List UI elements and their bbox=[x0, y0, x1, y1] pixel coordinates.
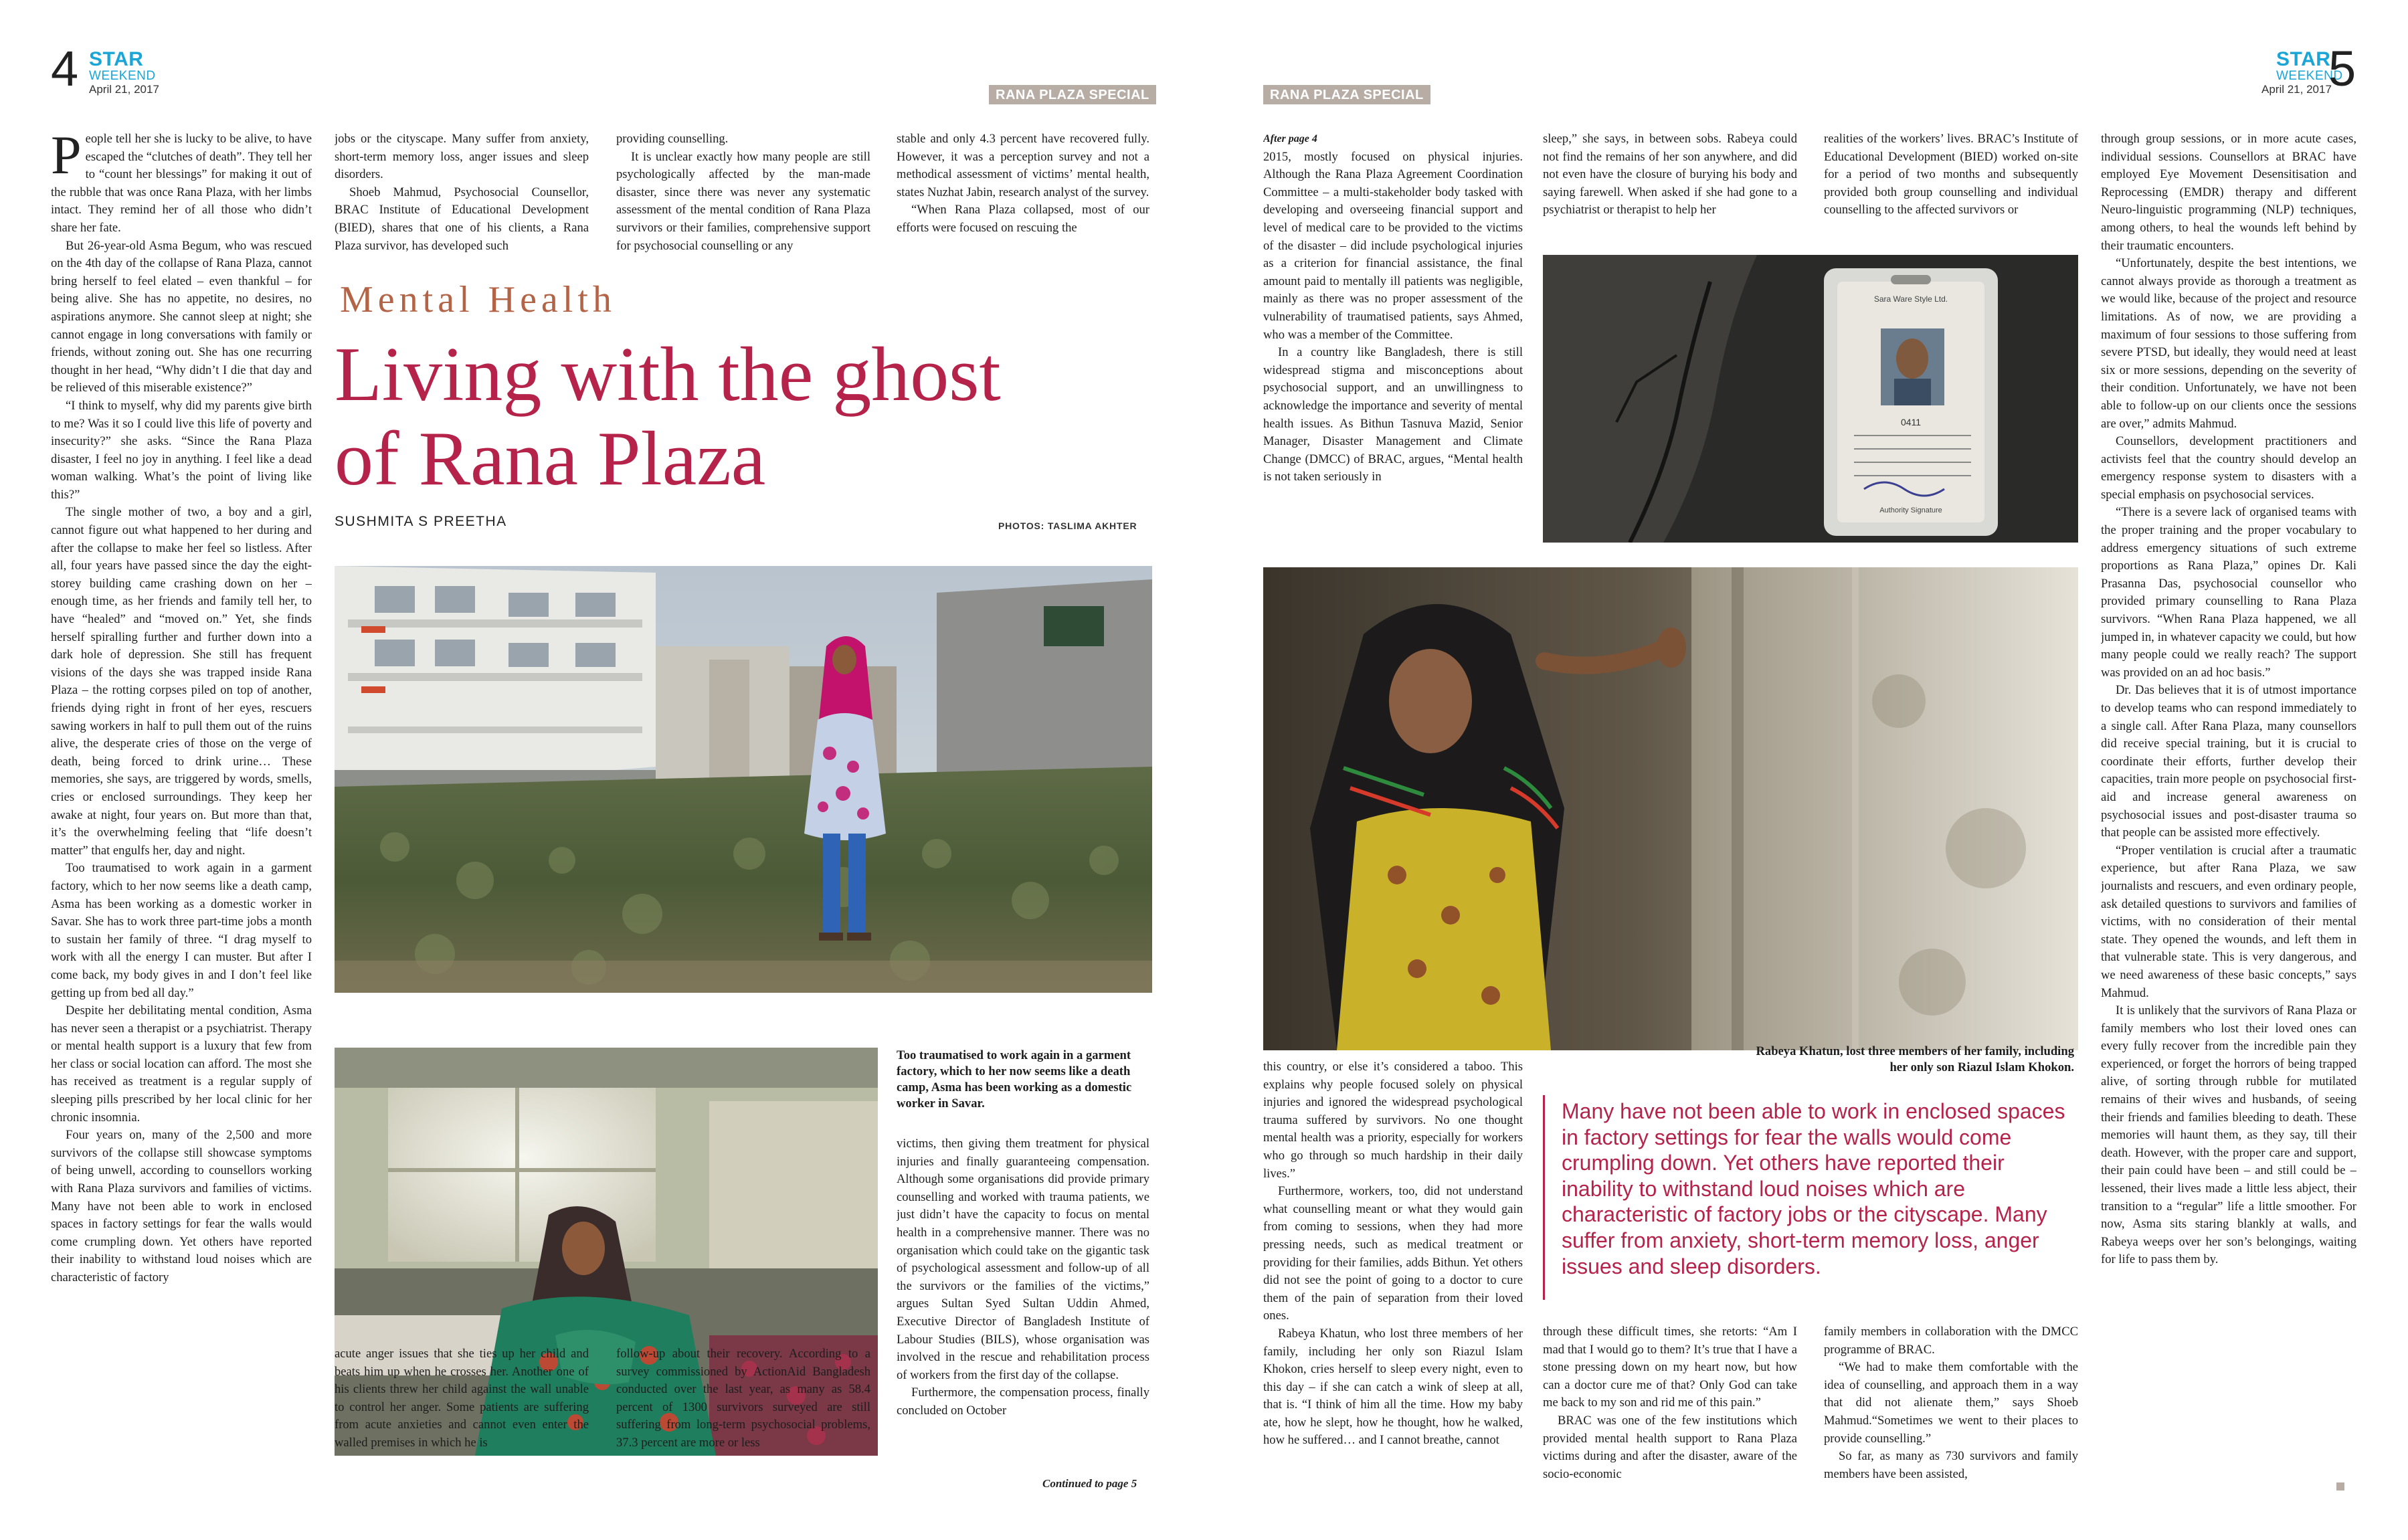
right-col-1-bottom bbox=[1263, 1058, 1523, 1493]
paragraph: Too traumatised to work again in a garment factory, which to her now seems like a death camp, Asma has been working as a domestic worker in Savar. She has to work three part-time jobs a month to sustain her family of three. “I drag myself to work with all the energy I can muster. But after I come back, my body gives in and I don’t feel like getting up from bed all day.” bbox=[51, 861, 312, 1000]
paragraph: through group sessions, or in more acute cases, individual sessions. Counsellors at BRAC have employed Eye Movement Desensitisation and Reprocessing (EMDR) therapy and different Neuro-linguistic programming (NLP) techniques, among others, to heal the wounds left behind by their traumatic encounters. bbox=[2101, 132, 2356, 253]
photo-id-card bbox=[1543, 255, 2078, 543]
pull-quote: Many have not been able to work in enclosed spaces in factory settings for fear the walls would come crumpling down. Yet others have reported their inability to withstand loud noises which are characteristic of factory jobs or the cityscape. Many suffer from anxiety, short-term memory loss, anger issues and sleep disorders. bbox=[1562, 1099, 2065, 1278]
end-mark bbox=[2336, 1482, 2344, 1490]
photo-credit: PHOTOS: TASLIMA AKHTER bbox=[998, 520, 1137, 531]
paragraph: It is unlikely that the survivors of Rana Plaza or family members who lost their loved ones can every fully recover from the incredible pain they experienced, or forget the horrors of being trapped alive, of sorting through rubble for mutilated remains of their wives and husbands, of seeing their friends and families bleeding to death. These memories will haunt them, as they say, till their death. However, with the proper care and support, their pain could have been – and still could be – lessened, their lives made a little less abject, their transition to a “regular” life a little smoother. For now, Asma sits staring blankly at walls, and Rabeya weeps over her son’s belongings, waiting for life to pass them by. bbox=[2101, 1003, 2356, 1267]
id-card-company: Sara Ware Style Ltd. bbox=[1873, 294, 1948, 304]
paragraph: “We had to make them comfortable with the idea of counselling, and approach them in a way that did not alienate them,” says Shoeb Mahmud.“Sometimes we went to their places to provide counselling.” bbox=[1824, 1360, 2078, 1446]
after-page-note: After page 4 bbox=[1263, 133, 1317, 145]
right-col-2-bottom bbox=[1543, 1323, 1797, 1496]
paragraph: So far, as many as 730 survivors and family members have been assisted, bbox=[1824, 1449, 2078, 1481]
paragraph: realities of the workers’ lives. BRAC’s Institute of Educational Development (BIED) worked on-site for a period of two months and subsequently provided both group counselling and individual counselling to the affected survivors or bbox=[1824, 132, 2078, 217]
right-col-4 bbox=[2101, 130, 2356, 1499]
photo-woman-in-field bbox=[335, 566, 1152, 993]
paragraph: But 26-year-old Asma Begum, who was rescued on the 4th day of the collapse of Rana Plaza, cannot bring herself to feel elated – even thankful – for being alive. She has no appetite, no desires, no aspirations anymore. She cannot sleep at night; she cannot engage in long conversations with family or friends, without zoning out. She has one recurring thought in her head, “Why didn’t I die that day and be relieved of this miserable existence?” bbox=[51, 238, 312, 395]
left-col-4-top bbox=[897, 130, 1149, 271]
right-brand-sub: WEEKEND bbox=[2276, 69, 2343, 83]
paragraph: follow-up about their recovery. According to a survey commissioned by ActionAid Bangladesh conducted over the last year, as many as 58.4 percent of 1300 survivors surveyed are still suffering from long-term psychosocial problems, 37.3 percent are more or less bbox=[616, 1347, 870, 1450]
paragraph: Dr. Das believes that it is of utmost importance to develop teams who can respond immediately to a single call. After Rana Plaza, many counsellors did receive special training, but it is crucial to coordinate their efforts, further develop their capacities, train more people on psychosocial first-aid and increase general awareness on psychosocial issues and post-disaster trauma so that people can be assisted more effectively. bbox=[2101, 683, 2356, 840]
photo-caption: Rabeya Khatun, lost three members of her family, including her only son Riazul Islam Khokon. bbox=[1756, 1044, 2074, 1074]
byline: SUSHMITA S PREETHA bbox=[335, 514, 507, 529]
paragraph: victims, then giving them treatment for physical injuries and finally guaranteeing compensation. Although some organisations did provide primary counselling and worked with trauma patients, we just didn’t have the capacity to focus on mental health in a comprehensive manner. There was no organisation which could take on the gigantic task of psychological assessment and follow-up of all the survivors or the families of the victims,” argues Sultan Syed Sultan Uddin Ahmed, Executive Director of Bangladesh Institute of Labour Studies (BILS), whose organisation was involved in the rescue and rehabilitation process of workers from the first day of the collapse. bbox=[897, 1137, 1149, 1382]
id-card-authority: Authority Signature bbox=[1879, 506, 1942, 514]
left-brand-sub: WEEKEND bbox=[89, 69, 156, 83]
right-date: April 21, 2017 bbox=[2261, 83, 2332, 96]
left-col-3-top bbox=[616, 130, 870, 271]
left-date: April 21, 2017 bbox=[89, 83, 159, 96]
paragraph: BRAC was one of the few institutions which provided mental health support to Rana Plaza victims during and after the disaster, aware of the socio-economic bbox=[1543, 1413, 1797, 1481]
pull-quote-rule bbox=[1543, 1095, 1545, 1300]
right-col-3-top bbox=[1824, 130, 2078, 237]
paragraph: “When Rana Plaza collapsed, most of our efforts were focused on rescuing the bbox=[897, 203, 1149, 235]
paragraph: through these difficult times, she retorts: “Am I mad that I would go to them? It’s true that I have a stone pressing down on my heart now, but how can a doctor cure me of that? Only God can take me back to my son and rid me of this pain.” bbox=[1543, 1325, 1797, 1410]
paragraph: “Proper ventilation is crucial after a traumatic experience, but after Rana Plaza, we saw journalists and rescuers, and even ordinary people, ask detailed questions to survivors and families of victims, with no consideration of their mental state. They opened the wounds, and left them in that vulnerable state. This is very dangerous, and we need awareness of these basic concepts,” says Mahmud. bbox=[2101, 843, 2356, 1000]
paragraph: Shoeb Mahmud, Psychosocial Counsellor, BRAC Institute of Educational Development (BIED), shares that one of his clients, a Rana Plaza survivor, has developed such bbox=[335, 185, 589, 253]
paragraph: Counsellors, development practitioners and activists feel that the country should develop an emergency response system to disasters with a special emphasis on psychosocial services. bbox=[2101, 434, 2356, 502]
paragraph: jobs or the cityscape. Many suffer from anxiety, short-term memory loss, anger issues and sleep disorders. bbox=[335, 132, 589, 182]
paragraph: “I think to myself, why did my parents give birth to me? Was it so I could live this life of poverty and insecurity?” she asks. “Since the Rana Plaza disaster, I feel no joy in anything. I feel like a dead woman walking. What’s the point of living like this?” bbox=[51, 398, 312, 502]
headline-line-2: of Rana Plaza bbox=[335, 416, 766, 502]
right-col-2-top bbox=[1543, 130, 1797, 237]
paragraph: eople tell her she is lucky to be alive, to have escaped the “clutches of death”. They tell her to “count her blessings” for making it out of the rubble that was once Rana Plaza, with her limbs intact. They remind her of all those who didn’t share her fate. bbox=[51, 132, 312, 235]
paragraph: Four years on, many of the 2,500 and more survivors of the collapse still showcase symptoms of being unwell, according to counsellors working with Rana Plaza survivors and families of victims. Many have not been able to work in enclosed spaces in factory settings for fear the walls would come crumpling down. Yet others have reported their inability to withstand loud noises which are characteristic of factory bbox=[51, 1128, 312, 1284]
paragraph: Furthermore, the compensation process, finally concluded on October bbox=[897, 1385, 1149, 1418]
right-col-3-bottom bbox=[1824, 1323, 2078, 1496]
paragraph: In a country like Bangladesh, there is still widespread stigma and misconceptions about psychosocial support, and an unwillingness to acknowledge the importance and severity of mental health issues. As Bithun Tasnuva Mazid, Senior Manager, Disaster Management and Climate Change (DMCC) of BRAC, argues, “Mental health is not taken seriously in bbox=[1263, 345, 1523, 484]
photo-rabeya-khatun bbox=[1263, 567, 2078, 1050]
paragraph: “Unfortunately, despite the best intentions, we cannot always provide as thorough a treatment as we would like, because of the project and resource limitations. As of now, we are providing a maximum of four sessions to those suffering from severe PTSD, but ideally, they would need at least six or more sessions, depending on the severity of their condition. Unfortunately, we have not been able to follow-up on our clients once the sessions are over,” admits Mahmud. bbox=[2101, 256, 2356, 431]
paragraph: The single mother of two, a boy and a girl, cannot figure out what happened to her during and after the collapse to make her feel so listless. After all, four years have passed since the day the eight-storey building came crashing down on her – enough time, as her friends and family tell her, to have “healed” and “moved on.” Yet, she finds herself spiralling further and further down into a dark hole of depression. She still has frequent visions of the days she was trapped inside Rana Plaza – the rotting corpses piled on top of another, friends dying right in front of her eyes, rescuers sawing workers in half to pull them out of the ruins alive, the desperate cries of those on the verge of death, being forced to drink urine… These memories, she says, are triggered by words, smells, cries or enclosed surroundings. They keep her awake at night, four years on. But more than that, it’s the overwhelming feeling that “life doesn’t matter” that engulfs her, day and night. bbox=[51, 505, 312, 858]
paragraph: this country, or else it’s considered a taboo. This explains why people focused solely on physical injuries and ignored the widespread psychological trauma suffered by survivors. No one thought mental health was a priority, especially for workers who go through so much hardship in their daily lives.” bbox=[1263, 1060, 1523, 1181]
kicker: Mental Health bbox=[340, 279, 616, 320]
paragraph: “There is a severe lack of organised teams with the proper training and the proper vocabulary to address emergency situations of such extreme proportions as Rana Plaza,” opines Dr. Kali Prasanna Das, psychosocial counsellor who provided primary counselling to Rana Plaza survivors. “When Rana Plaza happened, we all jumped in, in whatever capacity we could, but how many people could we really reach? The support was provided on an ad hoc basis.” bbox=[2101, 505, 2356, 680]
left-col-4-bottom bbox=[897, 1135, 1149, 1476]
left-col-2-bottom bbox=[335, 1345, 589, 1503]
photo-caption: Too traumatised to work again in a garment factory, which to her now seems like a death camp, Asma has been working as a domestic worker in Savar. bbox=[897, 1048, 1132, 1111]
paragraph: Despite her debilitating mental condition, Asma has never seen a therapist or a psychiatrist. Therapy or mental health support is a luxury that few from her class or social location can afford. The most she has received as treatment is a regular supply of sleeping pills prescribed by her local clinic for her chronic insomnia. bbox=[51, 1003, 312, 1125]
left-brand: STAR bbox=[89, 48, 144, 70]
paragraph: Furthermore, workers, too, did not understand what counselling meant or what they would gain from coming to sessions, when they had more pressing needs, such as medical treatment or providing for their families, adds Bithun. Yet others did not see the point of going to a doctor to cure them of the pain of separation from their loved ones. bbox=[1263, 1184, 1523, 1323]
right-section-tag: RANA PLAZA SPECIAL bbox=[1263, 85, 1430, 104]
paragraph: It is unclear exactly how many people are still psychologically affected by the man-made disaster, since there was never any systematic assessment of the mental condition of Rana Plaza survivors or their families, comprehensive support for psychosocial counselling or any bbox=[616, 149, 870, 253]
id-card-number: 0411 bbox=[1900, 417, 1922, 427]
right-brand: STAR bbox=[2276, 48, 2331, 70]
paragraph: providing counselling. bbox=[616, 132, 729, 146]
continued-note: Continued to page 5 bbox=[1042, 1477, 1137, 1490]
headline-line-1: Living with the ghost bbox=[335, 332, 1001, 417]
left-section-tag: RANA PLAZA SPECIAL bbox=[989, 85, 1156, 104]
right-page-number: 5 bbox=[2328, 41, 2356, 96]
left-page-number: 4 bbox=[51, 41, 79, 96]
paragraph: Rabeya Khatun, who lost three members of her family, including her only son Riazul Islam Khokon, cries herself to sleep every night, even to this day – if she can catch a wink of sleep at all, that is. “I think of him all the time. How my baby ate, how he slept, how he thought, how he walked, how he suffered… and I cannot breathe, cannot bbox=[1263, 1326, 1523, 1448]
left-col-3-bottom bbox=[616, 1345, 870, 1503]
paragraph: sleep,” she says, in between sobs. Rabeya could not find the remains of her son anywhere, and did not even have the closure of burying his body and saying farewell. When asked if she had gone to a psychiatrist or therapist to help her bbox=[1543, 132, 1797, 217]
left-col-1 bbox=[51, 130, 312, 1499]
paragraph: stable and only 4.3 percent have recovered fully. However, it was a perception survey and not a methodical assessment of victims’ mental health, states Nuzhat Jabin, research analyst of the survey. bbox=[897, 132, 1149, 199]
paragraph: family members in collaboration with the DMCC programme of BRAC. bbox=[1824, 1325, 2078, 1357]
dropcap: P bbox=[51, 130, 82, 185]
left-col-2-top bbox=[335, 130, 589, 271]
right-col-1-top bbox=[1263, 130, 1523, 559]
paragraph: 2015, mostly focused on physical injuries. Although the Rana Plaza Agreement Coordination Committee – a multi-stakeholder body tasked with developing and overseeing financial support and level of medical care to be provided to the victims of the disaster – did include psychological injuries as a criterion for financial assistance, the final amount paid to mentally ill patients was negligible, mainly as there was no proper assessment of the vulnerability of traumatised patients, says Ahmed, who was a member of the Committee. bbox=[1263, 149, 1523, 342]
paragraph: acute anger issues that she ties up her child and beats him up when he crosses her. Another one of his clients threw her child against the wall unable to control her anger. Some patients are suffering from acute anxieties and cannot even enter the walled premises in which he is bbox=[335, 1347, 589, 1450]
